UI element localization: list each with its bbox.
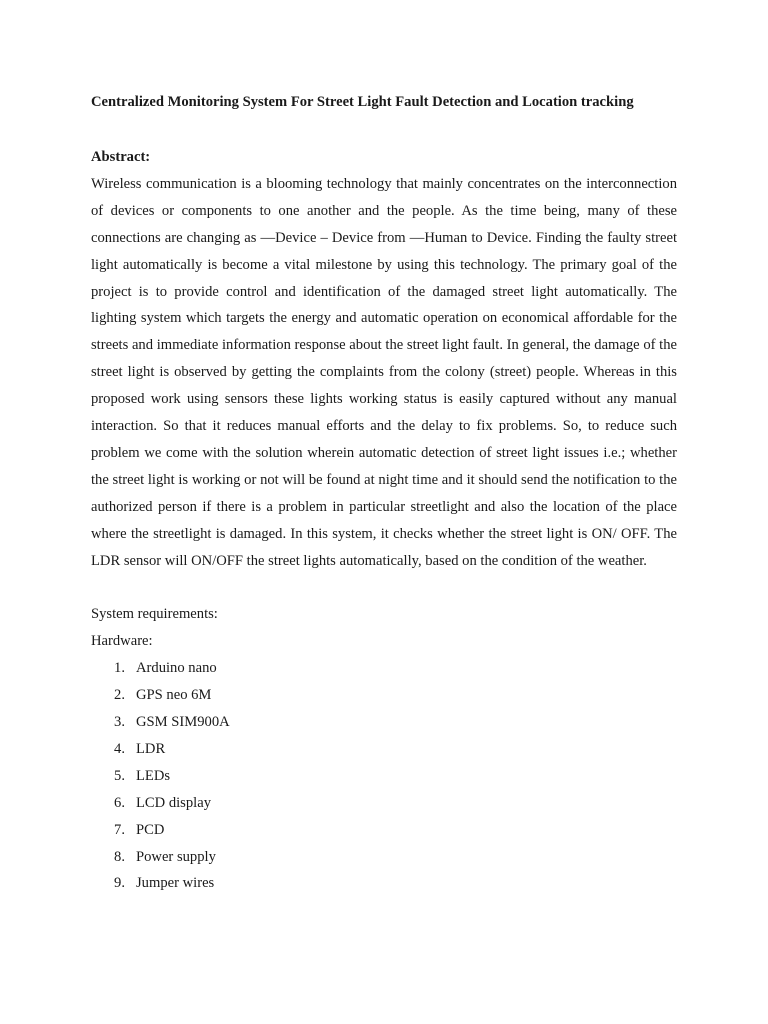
list-item-label: LDR: [136, 740, 166, 757]
list-item-label: PCD: [136, 821, 165, 838]
document-title: Centralized Monitoring System For Street Light Fault Detection and Location tracking: [91, 94, 634, 110]
list-item-label: LEDs: [136, 767, 171, 784]
list-item-label: Arduino nano: [136, 660, 217, 677]
list-item-number: 7.: [114, 821, 125, 838]
list-item-number: 2.: [114, 687, 125, 704]
list-item-label: GPS neo 6M: [136, 687, 212, 704]
list-item-number: 4.: [114, 740, 125, 757]
abstract-heading: Abstract:: [91, 149, 151, 165]
list-item: [91, 790, 677, 817]
list-item-number: 1.: [114, 660, 125, 677]
list-item: [91, 736, 677, 763]
list-item-label: GSM SIM900A: [136, 714, 230, 731]
list-item-number: 6.: [114, 794, 125, 811]
document-page: [91, 91, 677, 897]
list-item: [91, 817, 677, 844]
list-item-label: Power supply: [136, 848, 216, 865]
requirements-heading: System requirements:: [91, 606, 218, 623]
list-item: [91, 763, 677, 790]
hardware-list: [91, 655, 677, 897]
list-item-number: 3.: [114, 714, 125, 731]
list-item: [91, 844, 677, 871]
list-item: [91, 682, 677, 709]
hardware-heading: Hardware:: [91, 633, 153, 650]
list-item-label: LCD display: [136, 794, 211, 811]
abstract-body: Wireless communication is a blooming technology that mainly concentrates on the interconnection of devices or components to one another and the people. As the time being, many of these connections are changing as —Device – Device from —Human to Device. Finding the faulty street light automatically is become a vital milestone by using this technology. The primary goal of the project is to provide control and identification of the damaged street light automatically. The lighting system which targets the energy and automatic operation on economical affordable for the streets and immediate information response about the street light fault. In general, the damage of the street light is observed by getting the complaints from the colony (street) people. Whereas in this proposed work using sensors these lights working status is easily captured without any manual interaction. So that it reduces manual efforts and the delay to fix problems. So, to reduce such problem we come with the solution wherein automatic detection of street light issues i.e.; whether the street light is working or not will be found at night time and it should send the notification to the authorized person if there is a problem in particular streetlight and also the location of the place where the streetlight is damaged. In this system, it checks whether the street light is ON/ OFF. The LDR sensor will ON/OFF the street lights automatically, based on the condition of the weather.: [91, 175, 677, 569]
list-item-number: 9.: [114, 875, 125, 892]
list-item: [91, 709, 677, 736]
list-item: [91, 655, 677, 682]
list-item-label: Jumper wires: [136, 875, 215, 892]
list-item-number: 8.: [114, 848, 125, 865]
list-item: [91, 870, 677, 897]
list-item-number: 5.: [114, 767, 125, 784]
